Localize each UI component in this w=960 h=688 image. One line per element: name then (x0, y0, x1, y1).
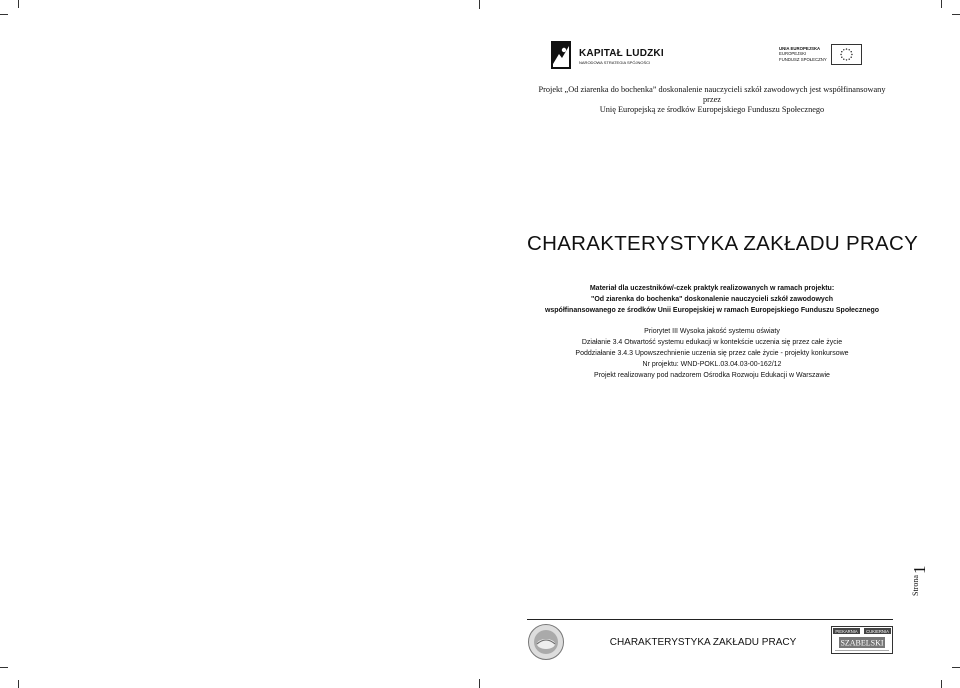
crop-mark (952, 14, 960, 15)
eu-logo-text (779, 46, 827, 62)
crop-mark (0, 667, 8, 668)
eu-logo-line1: UNIA EUROPEJSKA (779, 46, 821, 51)
bakery-logo-line1: PIEKARNIA (835, 628, 858, 634)
eu-star-icon (851, 54, 852, 55)
kapital-ludzki-mark-icon (549, 40, 573, 70)
crop-mark (18, 0, 19, 8)
crop-mark (0, 14, 8, 15)
project-header-line2: Unię Europejską ze środków Europejskiego Funduszu Społecznego (599, 105, 825, 114)
eu-star-icon (848, 49, 849, 50)
info-line: Poddziałanie 3.4.3 Upowszechnienie uczenia się przez całe życie - projekty konkursowe (575, 350, 849, 357)
info-line: Działanie 3.4 Otwartość systemu edukacji w kontekście uczenia się przez całe życie (581, 339, 843, 346)
page-number-value: 1 (910, 565, 929, 574)
eu-star-icon (848, 58, 849, 59)
crop-mark (479, 679, 480, 688)
eu-star-icon (846, 48, 847, 49)
eu-star-icon (843, 49, 844, 50)
eu-star-icon (846, 59, 847, 60)
crop-mark (18, 680, 19, 688)
bakery-logo-icon (831, 626, 893, 654)
document-description (527, 283, 897, 316)
info-line: Nr projektu: WND-POKL.03.04.03-00-162/12 (642, 361, 782, 368)
bakery-logo-line3: SZABELSKI (840, 638, 884, 648)
crop-mark (952, 667, 960, 668)
eu-logo-line2: EUROPEJSKI (779, 51, 807, 57)
eu-star-icon (841, 56, 842, 57)
project-info (527, 326, 897, 381)
page-number (905, 560, 933, 600)
project-header-line1: Projekt „Od ziarenka do bochenka” doskonalenie nauczycieli szkół zawodowych jest współfinansowany przez (538, 85, 886, 104)
footer-title: CHARAKTERYSTYKA ZAKŁADU PRACY (609, 637, 797, 648)
crop-mark (941, 0, 942, 8)
seal-logo-icon (527, 623, 565, 661)
info-line: Priorytet III Wysoka jakość systemu oświaty (644, 328, 780, 335)
eu-star-icon (850, 56, 851, 57)
eu-logo-line3: FUNDUSZ SPOŁECZNY (779, 56, 827, 62)
crop-mark (941, 680, 942, 688)
info-line: Projekt realizowany pod nadzorem Ośrodka Rozwoju Edukacji w Warszawie (594, 372, 830, 379)
page-number-label: Strona (911, 575, 920, 596)
footer-divider (527, 619, 893, 620)
crop-mark (479, 0, 480, 9)
description-line: współfinansowanego ze środków Unii Europejskiej w ramach Europejskiego Funduszu Społecznego (544, 307, 880, 314)
document-title: CHARAKTERYSTYKA ZAKŁADU PRACY (527, 232, 919, 255)
eu-star-icon (850, 51, 851, 52)
bakery-logo-line2: CUKIERNIA (866, 628, 889, 634)
eu-logo (776, 44, 866, 66)
kapital-ludzki-subtitle: NARODOWA STRATEGIA SPÓJNOŚCI (579, 60, 651, 65)
description-line: Materiał dla uczestników/-czek praktyk realizowanych w ramach projektu: (589, 285, 835, 292)
description-line: "Od ziarenka do bochenka" doskonalenie nauczycieli szkół zawodowych (591, 296, 833, 303)
eu-star-icon (840, 54, 841, 55)
kapital-ludzki-title: KAPITAŁ LUDZKI (579, 48, 664, 59)
eu-star-icon (843, 58, 844, 59)
kapital-ludzki-logo (549, 40, 664, 70)
eu-flag-icon (831, 44, 862, 65)
eu-star-icon (841, 51, 842, 52)
project-header (537, 85, 887, 115)
